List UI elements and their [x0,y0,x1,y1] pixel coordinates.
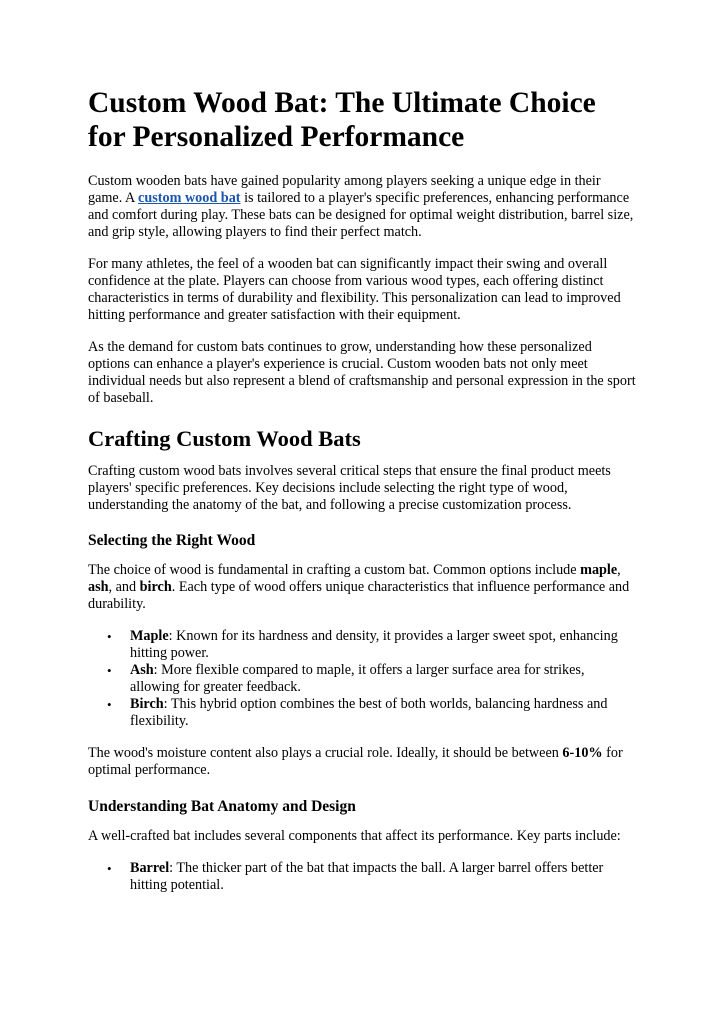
list-item-term: Birch [130,696,164,712]
bat-parts-list [88,860,636,894]
wood-types-list [88,628,636,730]
subheading-bat-anatomy: Understanding Bat Anatomy and Design [88,798,356,815]
article-content [88,86,636,909]
moisture-text-after: for optimal performance. [88,745,623,778]
custom-wood-bat-link[interactable]: custom wood bat [138,190,241,206]
list-item-term: Barrel [130,860,170,876]
wood-sep-2: , and [108,579,140,595]
moisture-text-before: The wood's moisture content also plays a crucial role. Ideally, it should be between [88,745,563,761]
crafting-paragraph: Crafting custom wood bats involves several critical steps that ensure the final product meets players' specific preferences. Key decisions include selecting the right type of wood, understanding the anatomy of the bat, and following a precise customization process. [88,463,611,513]
wood-text-before: The choice of wood is fundamental in crafting a custom bat. Common options include [88,562,581,578]
page-title: Custom Wood Bat: The Ultimate Choice for Personalized Performance [88,87,596,153]
section-heading-crafting: Crafting Custom Wood Bats [88,426,361,451]
intro-paragraph-2: For many athletes, the feel of a wooden bat can significantly impact their swing and overall confidence at the plate. Players can choose from various wood types, each offering distinct characteristics in terms of durability and flexibility. This personalization can lead to improved hitting performance and greater satisfaction with their equipment. [88,256,621,323]
list-item [107,696,636,730]
list-item-term: Ash [130,662,154,678]
bullet-icon: • [107,697,112,712]
bullet-icon: • [107,861,112,876]
subheading-selecting-wood: Selecting the Right Wood [88,532,256,549]
wood-sep-1: , [617,562,621,578]
list-item-text: : Known for its hardness and density, it provides a larger sweet spot, enhancing hitting power. [130,628,618,661]
list-item-text: : This hybrid option combines the best of both worlds, balancing hardness and flexibility. [130,696,608,729]
list-item-text: : More flexible compared to maple, it offers a larger surface area for strikes, allowing for greater feedback. [130,662,585,695]
list-item [107,628,636,662]
term-birch: birch [139,579,172,595]
anatomy-paragraph: A well-crafted bat includes several components that affect its performance. Key parts include: [88,828,621,844]
list-item [107,662,636,696]
intro-text-before-link: Custom wooden bats have gained popularity among players seeking a unique edge in their game. A [88,173,601,206]
wood-text-after: . Each type of wood offers unique characteristics that influence performance and durability. [88,579,630,612]
bullet-icon: • [107,663,112,678]
term-maple: maple [580,562,618,578]
intro-text-after-link: is tailored to a player's specific preferences, enhancing performance and comfort during play. These bats can be designed for optimal weight distribution, barrel size, and grip style, allowing players to find their perfect match. [88,190,634,240]
term-ash: ash [88,579,109,595]
moisture-paragraph [88,745,636,779]
list-item-term: Maple [130,628,169,644]
list-item [107,860,636,894]
moisture-value: 6-10% [562,745,603,761]
bullet-icon: • [107,629,112,644]
intro-paragraph-3: As the demand for custom bats continues to grow, understanding how these personalized options can enhance a player's experience is crucial. Custom wooden bats not only meet individual needs but also represent a blend of craftsmanship and personal expression in the sport of baseball. [88,339,636,406]
wood-intro-paragraph [88,562,636,613]
list-item-text: : The thicker part of the bat that impacts the ball. A larger barrel offers better hitting potential. [130,860,604,893]
intro-paragraph-1 [88,173,636,241]
